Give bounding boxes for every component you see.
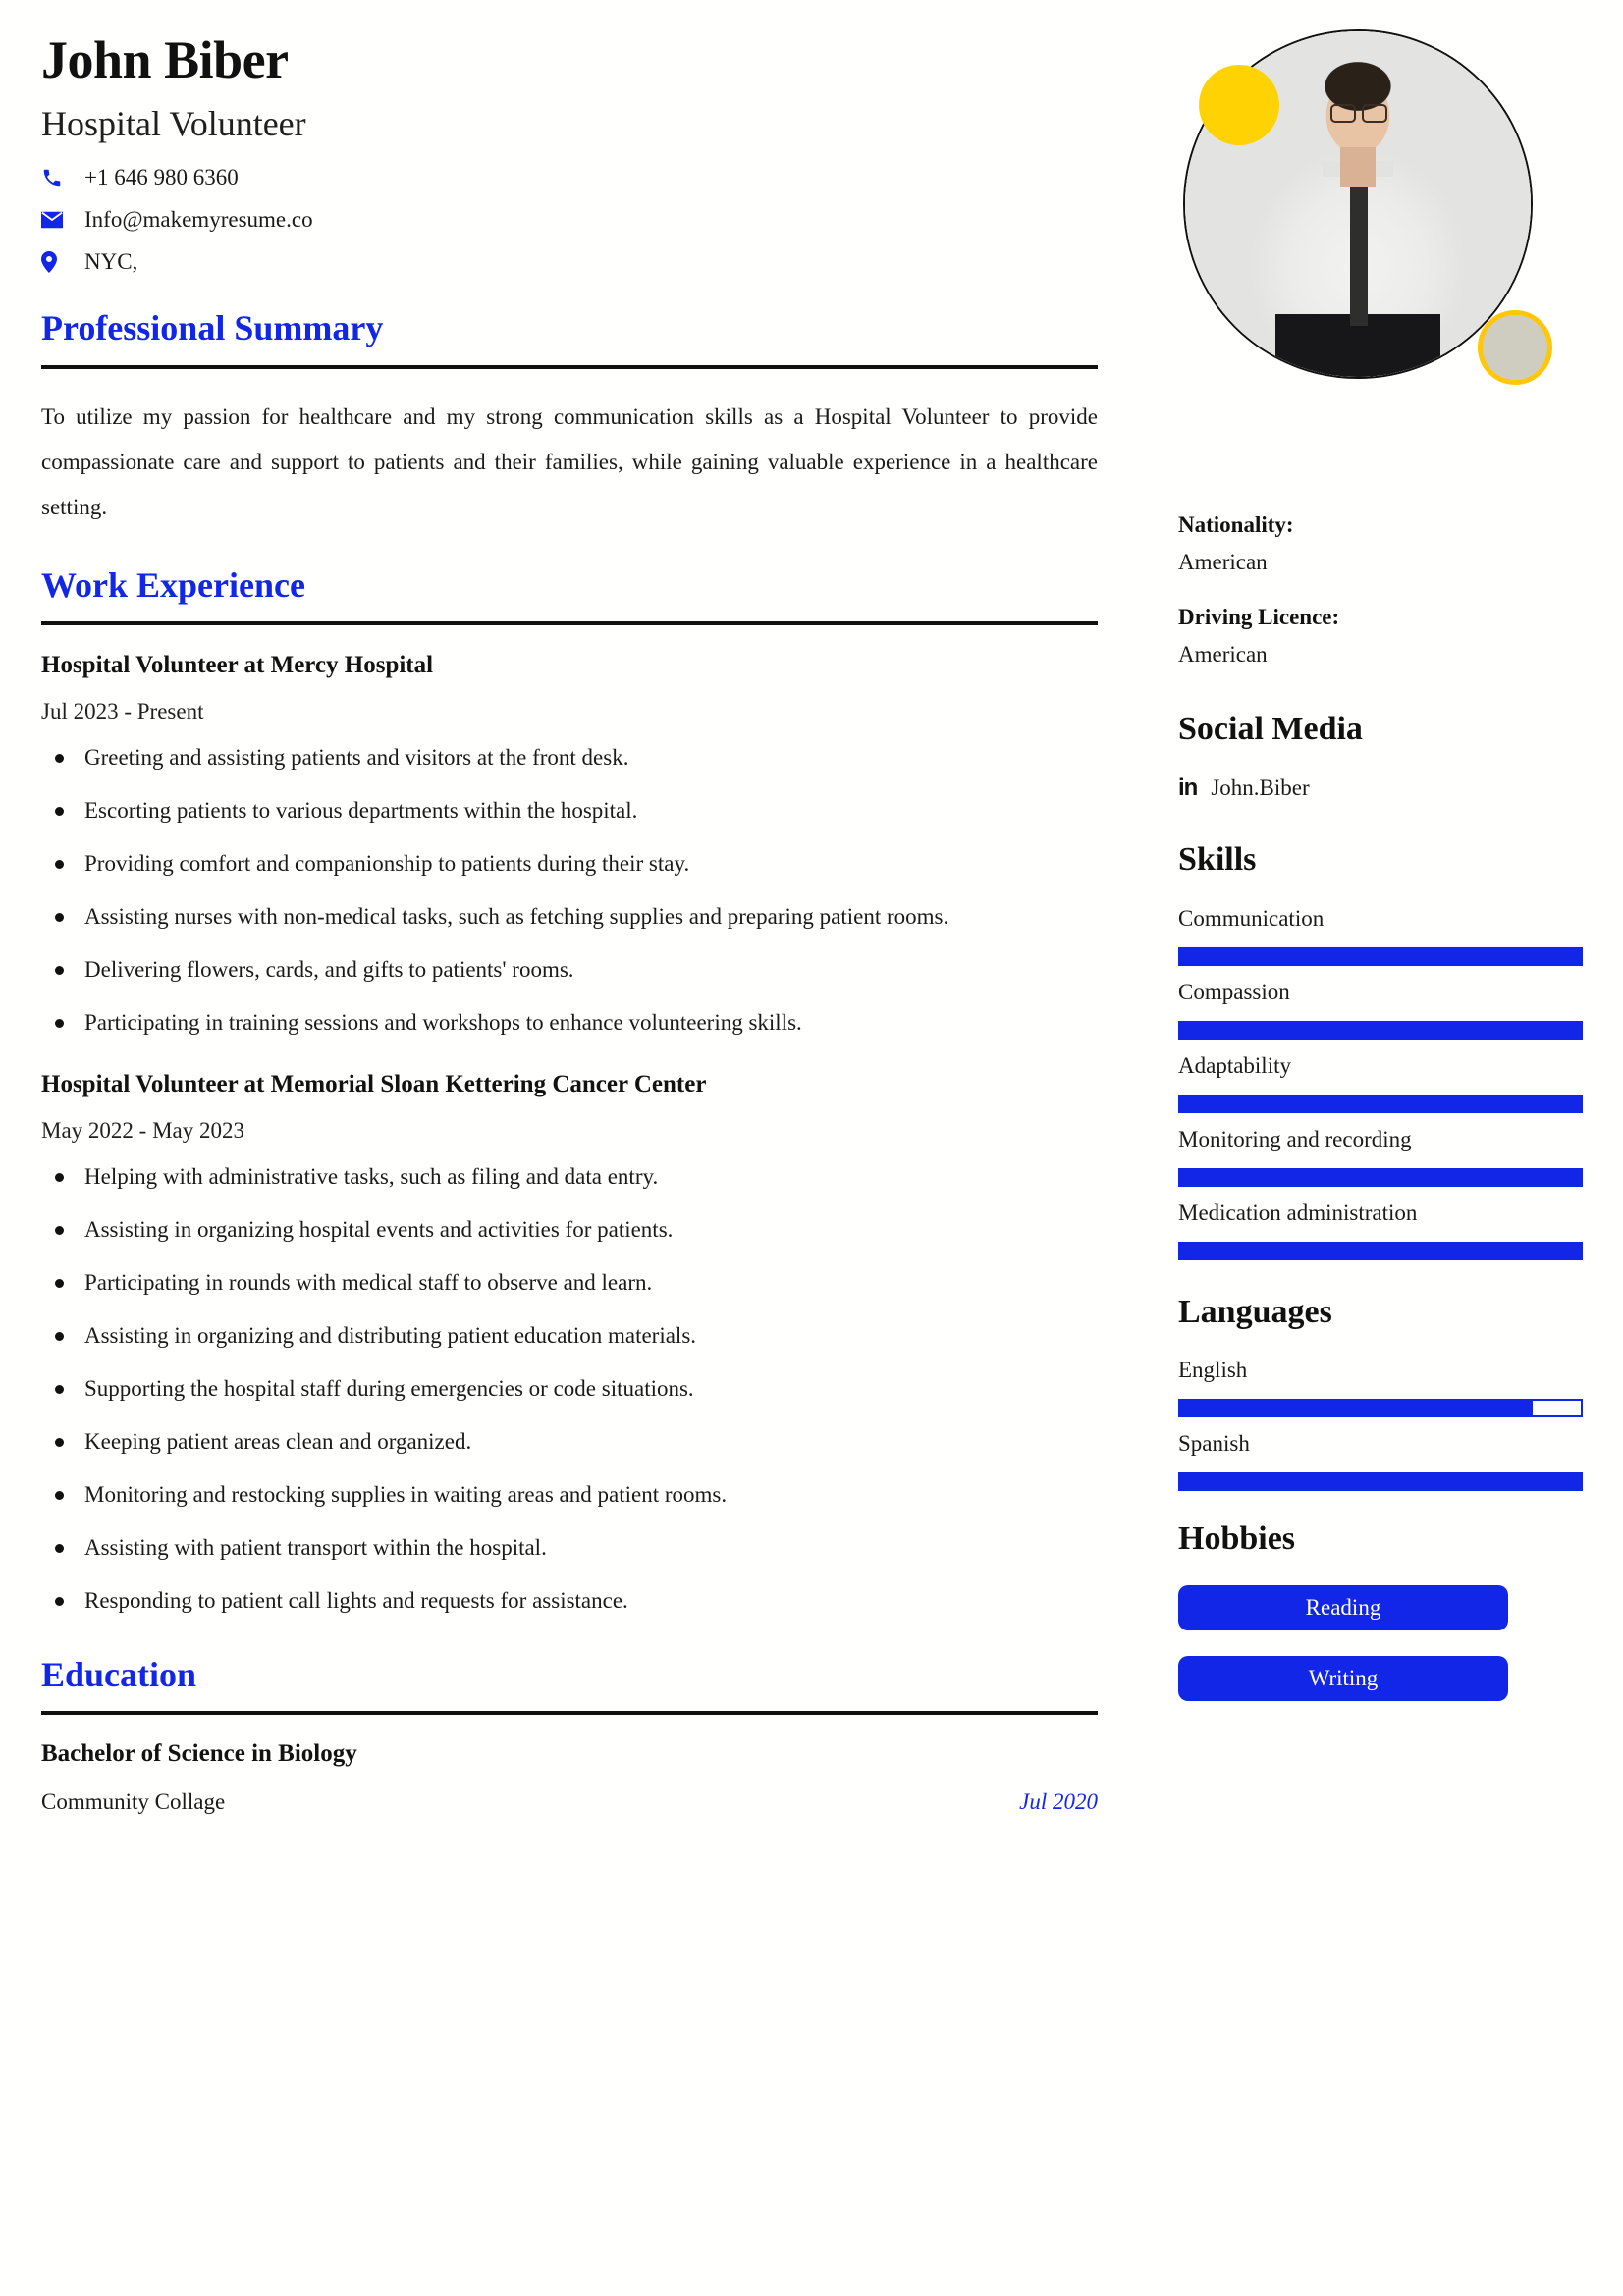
job-entry [41, 1070, 1102, 1619]
language-meter [1178, 1472, 1583, 1491]
email-icon [41, 211, 71, 229]
sidebar-title-skills: Skills [1178, 841, 1257, 879]
main-column [41, 29, 1102, 1815]
education-degree: Bachelor of Science in Biology [41, 1739, 357, 1767]
nationality-label: Nationality: [1178, 512, 1294, 537]
section-title-summary: Professional Summary [41, 308, 384, 348]
education-row [41, 1789, 1098, 1815]
section-divider [41, 1711, 1098, 1715]
list-item: Monitoring and restocking supplies in waiting areas and patient rooms. [84, 1476, 1094, 1514]
location-value: NYC, [84, 249, 138, 275]
language-meter-fill [1180, 1474, 1581, 1489]
list-item: Keeping patient areas clean and organized. [84, 1423, 1094, 1461]
education-school: Community Collage [41, 1789, 226, 1814]
list-item: Participating in training sessions and workshops to enhance volunteering skills. [84, 1004, 1094, 1041]
hobby-pill-writing[interactable]: Writing [1178, 1656, 1508, 1701]
summary-text: To utilize my passion for healthcare and my strong communication skills as a Hospital Volunteer to provide compassionate care and support to patients and their families, while gaining valuable experience in a healthcare setting. [41, 403, 1098, 519]
skill-name: Adaptability [1178, 1052, 1291, 1078]
skill-meter-fill [1180, 1023, 1581, 1038]
skill-item [1178, 980, 1586, 1040]
contact-location[interactable] [41, 250, 1102, 273]
driving-licence-label: Driving Licence: [1178, 605, 1340, 629]
skill-meter-fill [1180, 1096, 1581, 1111]
sidebar-title-social-media: Social Media [1178, 711, 1363, 747]
skill-item [1178, 906, 1586, 966]
section-divider [41, 365, 1098, 369]
language-name: Spanish [1178, 1431, 1250, 1457]
skill-meter-fill [1180, 1244, 1581, 1258]
skill-item [1178, 1201, 1586, 1260]
list-item: Responding to patient call lights and requests for assistance. [84, 1582, 1094, 1620]
list-item: Supporting the hospital staff during emergencies or code situations. [84, 1370, 1094, 1408]
sidebar-nationality [1178, 512, 1586, 575]
job-title: Hospital Volunteer at Memorial Sloan Kettering Cancer Center [41, 1071, 707, 1098]
sidebar-title-languages: Languages [1178, 1293, 1332, 1330]
job-dates: Jul 2023 - Present [41, 699, 204, 724]
list-item: Delivering flowers, cards, and gifts to patients' rooms. [84, 951, 1094, 988]
list-item: Helping with administrative tasks, such as filing and data entry. [84, 1158, 1094, 1196]
section-work-experience [41, 565, 1102, 1620]
skill-meter-fill [1180, 949, 1581, 964]
phone-icon [41, 167, 71, 188]
contact-phone[interactable] [41, 166, 1102, 188]
driving-licence-value: American [1178, 642, 1268, 667]
language-meter [1178, 1399, 1583, 1417]
nationality-value: American [1178, 550, 1268, 574]
list-item: Assisting with patient transport within the hospital. [84, 1529, 1094, 1567]
list-item: Escorting patients to various departments within the hospital. [84, 792, 1094, 829]
skill-meter-fill [1180, 1170, 1581, 1185]
list-item: Assisting in organizing and distributing patient education materials. [84, 1317, 1094, 1355]
section-divider [41, 621, 1098, 625]
skill-name: Communication [1178, 905, 1325, 931]
skill-meter [1178, 1168, 1583, 1187]
section-professional-summary [41, 308, 1102, 529]
skill-meter [1178, 1095, 1583, 1113]
skill-item [1178, 1053, 1586, 1113]
section-title-work: Work Experience [41, 564, 305, 605]
skill-meter [1178, 1242, 1583, 1260]
sidebar-languages [1178, 1294, 1586, 1491]
job-entry [41, 651, 1102, 1041]
skill-meter [1178, 947, 1583, 966]
skill-meter [1178, 1021, 1583, 1040]
sidebar-hobbies [1178, 1521, 1586, 1700]
candidate-role: Hospital Volunteer [41, 104, 306, 144]
sidebar-column [1178, 29, 1586, 1731]
location-icon [41, 251, 71, 273]
skill-item [1178, 1127, 1586, 1187]
list-item: Greeting and assisting patients and visitors at the front desk. [84, 739, 1094, 776]
job-dates: May 2022 - May 2023 [41, 1118, 244, 1144]
language-item [1178, 1431, 1586, 1491]
skill-name: Medication administration [1178, 1200, 1418, 1225]
phone-value: +1 646 980 6360 [84, 165, 239, 190]
job-bullets [41, 1158, 1102, 1619]
candidate-name: John Biber [41, 30, 289, 89]
section-education [41, 1655, 1102, 1815]
job-title: Hospital Volunteer at Mercy Hospital [41, 652, 434, 679]
sidebar-title-hobbies: Hobbies [1178, 1521, 1296, 1558]
sidebar-driving-licence [1178, 605, 1586, 667]
sidebar-social-media [1178, 711, 1586, 802]
list-item: Assisting nurses with non-medical tasks, such as fetching supplies and preparing patient rooms. [84, 898, 1094, 935]
sidebar-skills [1178, 841, 1586, 1259]
list-item: Participating in rounds with medical staff to observe and learn. [84, 1264, 1094, 1302]
job-bullets [41, 739, 1102, 1041]
contact-list [41, 166, 1102, 273]
language-name: English [1178, 1358, 1248, 1383]
hobby-pill-reading[interactable]: Reading [1178, 1585, 1508, 1630]
social-item-linkedin[interactable] [1178, 774, 1586, 802]
skill-name: Monitoring and recording [1178, 1126, 1412, 1151]
language-meter-fill [1180, 1401, 1533, 1415]
section-title-education: Education [41, 1654, 197, 1694]
language-item [1178, 1358, 1586, 1417]
linkedin-icon: in [1178, 774, 1198, 802]
contact-email[interactable] [41, 208, 1102, 231]
list-item: Assisting in organizing hospital events and activities for patients. [84, 1211, 1094, 1249]
list-item: Providing comfort and companionship to patients during their stay. [84, 845, 1094, 882]
education-date: Jul 2020 [1019, 1789, 1098, 1814]
email-value: Info@makemyresume.co [84, 207, 313, 233]
linkedin-handle: John.Biber [1211, 775, 1310, 801]
skill-name: Compassion [1178, 979, 1290, 1004]
